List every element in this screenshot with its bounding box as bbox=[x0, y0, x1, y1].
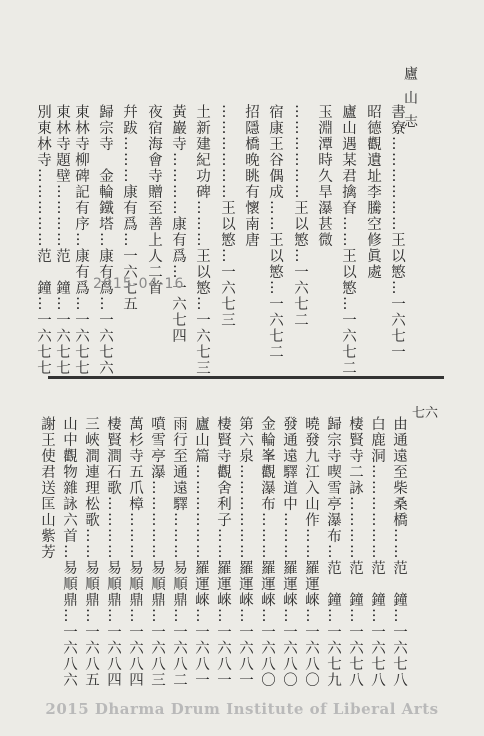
toc-entry: 宿康王谷偶成……王以慜…一六七二 bbox=[267, 104, 283, 360]
toc-entry: 金輪峯觀瀑布………羅運崍…一六八〇 bbox=[259, 416, 275, 688]
toc-entry: 黃巖寺…………康有爲…一六七四 bbox=[170, 104, 186, 344]
toc-entry: 土新建紀功碑………王以慜…一六七三 bbox=[194, 104, 210, 376]
toc-entry: 東林寺柳碑記有序…康有爲…一六七七 bbox=[73, 104, 89, 376]
toc-entry: 招隱橋晚眺有懷南唐 bbox=[243, 104, 259, 248]
toc-entry: 玉淵潭時久旱瀑甚微 bbox=[316, 104, 332, 248]
toc-entry: 夜宿海會寺贈至善上人二首 bbox=[146, 104, 162, 296]
page-number: 七六 bbox=[412, 406, 439, 421]
toc-entry: 歸宗寺 金輪鐵塔…康有爲…一六七六 bbox=[97, 104, 113, 376]
toc-entry: 發通遠驛道中………羅運崍…一六八〇 bbox=[281, 416, 297, 688]
running-title: 廬山志 bbox=[402, 66, 418, 138]
toc-entry: ………………王以慜…一六七二 bbox=[292, 104, 308, 328]
watermark: 2015 Dharma Drum Institute of Liberal Arts bbox=[45, 700, 439, 718]
toc-entry: 白鹿洞………………范 鐘…一六七八 bbox=[369, 416, 385, 688]
section-divider bbox=[48, 376, 444, 379]
date-stamp: 2015-04-16 bbox=[93, 276, 185, 292]
toc-entry: 三峽澗連理松歌……易順鼎…一六八五 bbox=[83, 416, 99, 688]
toc-entry: 第六泉………………羅運崍…一六八一 bbox=[237, 416, 253, 688]
toc-entry: 幷跋………康有爲…一六七五 bbox=[121, 104, 137, 312]
toc-entry: 歸宗寺喫雪亭瀑布…范 鐘…一六七九 bbox=[325, 416, 341, 688]
toc-entry: 萬杉寺五爪樟………易順鼎…一六八四 bbox=[127, 416, 143, 688]
toc-entry: 別東林寺……………范 鐘…一六七七 bbox=[35, 104, 51, 376]
toc-entry: ………………王以慜…一六七三 bbox=[219, 104, 235, 328]
toc-entry: 山中觀物雜詠六首…易順鼎…一六八六 bbox=[61, 416, 77, 688]
toc-entry: 書寮………………王以慜…一六七一 bbox=[389, 104, 405, 360]
toc-entry: 廬山篇………………羅運崍…一六八一 bbox=[193, 416, 209, 688]
toc-entry: 曉發九江入山作……羅運崍…一六八〇 bbox=[303, 416, 319, 688]
toc-entry: 棲賢寺二詠…………范 鐘…一六七八 bbox=[347, 416, 363, 688]
toc-entry: 東林寺題壁…………范 鐘…一六七七 bbox=[54, 104, 70, 376]
toc-entry: 由通遠至柴桑橋……范 鐘…一六七八 bbox=[391, 416, 407, 688]
toc-entry: 廬山遇某君擒眘……王以慜…一六七二 bbox=[340, 104, 356, 376]
toc-entry: 棲賢澗石歌…………易順鼎…一六八四 bbox=[105, 416, 121, 688]
toc-entry: 昭德觀遺址李騰空修眞處 bbox=[365, 104, 381, 280]
toc-entry: 噴雪亭瀑……………易順鼎…一六八三 bbox=[149, 416, 165, 688]
toc-entry: 謝王使君送匡山紫芳 bbox=[39, 416, 55, 560]
toc-entry: 棲賢寺觀舍利子……羅運崍…一六八一 bbox=[215, 416, 231, 688]
toc-entry: 雨行至通遠驛………易順鼎…一六八二 bbox=[171, 416, 187, 688]
